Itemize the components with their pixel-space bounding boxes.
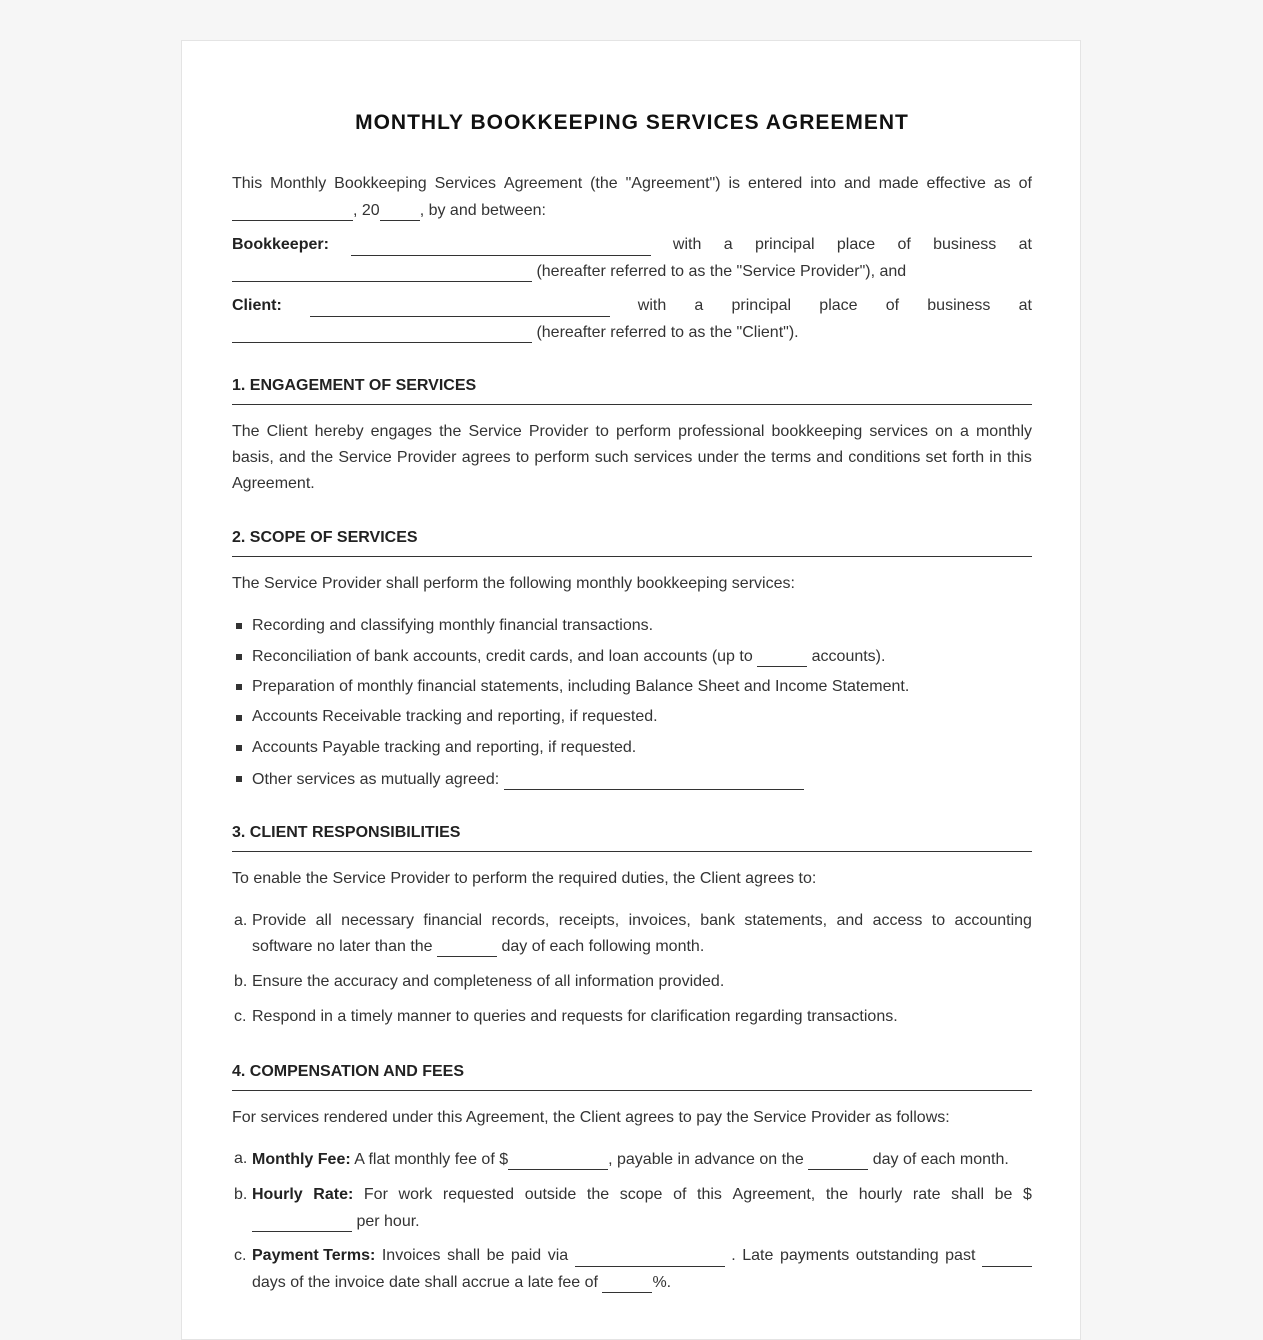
word: made [878,175,919,192]
service-item-6-text: Other services as mutually agreed: [252,771,500,788]
word: Service [338,449,392,466]
bullet-marker [236,623,242,629]
responsibility-a-line-1 [252,911,1032,931]
intro-line-2 [232,200,1032,221]
word: with [637,297,667,314]
word: necessary [341,912,414,929]
section-4-heading: 4. COMPENSATION AND FEES [232,1063,1032,1091]
word: bank [700,912,735,929]
word: perform [615,423,672,440]
service-item-2 [252,646,885,667]
word: monthly [975,423,1032,440]
word: work [398,1186,433,1203]
client-address-blank[interactable] [232,322,532,343]
word: perform [534,449,590,466]
section-1-line-3: Agreement. [232,475,315,492]
word: For [363,1186,388,1203]
word: Late [742,1247,774,1264]
document-page [181,40,1081,1340]
section-3-heading: 3. CLIENT RESPONSIBILITIES [232,824,1032,852]
word: the [439,423,462,440]
word: with [672,236,702,253]
monthly-fee-suffix: day of each month. [872,1151,1009,1168]
word: services [869,423,929,440]
list-marker-b: b. [234,1186,248,1203]
service-item-6 [252,769,804,790]
late-fee-percent-blank[interactable] [602,1272,652,1293]
word: Services [434,175,496,192]
bullet-marker [236,745,242,751]
word: outside [524,1186,577,1203]
section-3-intro: To enable the Service Provider to perform the required duties, the Client agrees to: [232,870,817,887]
bookkeeper-name-blank[interactable] [351,235,651,256]
word: forth [952,449,985,466]
word: of [1018,175,1032,192]
payment-method-blank[interactable] [575,1246,725,1267]
word: accounting [954,912,1032,929]
fee-item-hourly-line-2 [252,1211,420,1232]
service-item-1: Recording and classifying monthly financial transactions. [252,617,654,634]
fee-item-payment-line-2 [252,1272,671,1293]
word: as [993,175,1011,192]
word: of [673,1186,687,1203]
word: place [819,297,858,314]
word: hereby [314,423,364,440]
word: in [989,449,1002,466]
section-1-line-1 [232,422,1032,442]
word: a [723,236,733,253]
word: entered [748,175,803,192]
client-label: Client: [232,297,282,314]
word: this [697,1186,722,1203]
monthly-fee-text-2: , payable in advance on the [608,1151,804,1168]
word: receipts, [558,912,620,929]
fee-item-hourly-line-1 [252,1185,1032,1205]
word: Agreement [503,175,583,192]
word: paid [510,1247,542,1264]
word: the [310,449,334,466]
fee-item-monthly [252,1149,1009,1170]
word: a [694,297,704,314]
word: all [315,912,332,929]
monthly-fee-amount-blank[interactable] [508,1149,608,1170]
service-item-2-text: Reconciliation of bank accounts, credit cards, and loan accounts (up to [252,648,753,665]
word: access [872,912,923,929]
bookkeeper-address-text [673,235,1032,256]
word: basis, [232,449,274,466]
word: $ [1023,1186,1032,1203]
word: (the [590,175,618,192]
word: This [232,175,263,192]
word: Provider [528,423,589,440]
word: at [1018,297,1032,314]
word: . [731,1247,736,1264]
word: the [743,449,766,466]
service-item-2-suffix: accounts). [811,648,886,665]
word: to [515,449,530,466]
word: statements, [744,912,828,929]
word: invoices, [628,912,691,929]
list-marker-c: c. [234,1247,247,1264]
section-1-heading: 1. ENGAGEMENT OF SERVICES [232,377,1032,405]
percent-sign: %. [652,1274,672,1291]
word: and [816,449,844,466]
bullet-marker [236,715,242,721]
word: requested [442,1186,515,1203]
monthly-fee-text: A flat monthly fee of $ [354,1151,509,1168]
word: scope [619,1186,663,1203]
payment-terms-label: Payment Terms: [252,1247,376,1264]
year-prefix: , 20 [353,202,380,219]
client-line-1 [232,296,1032,317]
word: a [959,423,969,440]
word: Client [266,423,308,440]
word: Bookkeeping [334,175,427,192]
word: payments [779,1247,850,1264]
responsibility-b: Ensure the accuracy and completeness of all information provided. [252,973,725,990]
word: Service [468,423,522,440]
client-suffix: (hereafter referred to as the "Client"). [536,324,799,341]
bookkeeper-line-2 [232,261,1032,282]
word: services [633,449,693,466]
responsibility-c: Respond in a timely manner to queries and requests for clarification regarding transactions. [252,1008,898,1025]
list-marker-b: b. [234,973,248,990]
word: via [547,1247,569,1264]
word: this [1006,449,1032,466]
word: into [810,175,836,192]
client-line-2 [232,322,1032,343]
word: Provide [252,912,307,929]
word: Agreement, [732,1186,816,1203]
service-item-4: Accounts Receivable tracking and reporting, if requested. [252,708,658,725]
late-days-blank[interactable] [982,1246,1032,1267]
word: bookkeeping [771,423,863,440]
word: the [586,1186,610,1203]
word: financial [423,912,483,929]
payment-line-2-text: days of the invoice date shall accrue a late fee of [252,1274,598,1291]
word: agrees [461,449,511,466]
word: records, [491,912,550,929]
responsibility-a-line-2 [252,936,704,957]
word: on [935,423,953,440]
bookkeeper-line-1 [232,235,1032,256]
word: under [697,449,739,466]
hourly-rate-label-1: Hourly [252,1186,303,1203]
list-marker-a: a. [234,912,248,929]
word: place [836,236,876,253]
effective-date-blank[interactable] [232,200,353,221]
document-title: MONTHLY BOOKKEEPING SERVICES AGREEMENT [355,111,909,134]
word: and [843,175,871,192]
client-name-blank[interactable] [310,296,610,317]
word: be [486,1247,505,1264]
word: to [931,912,946,929]
word: of [897,236,911,253]
word: shall [447,1247,481,1264]
word: principal [754,236,815,253]
other-services-blank[interactable] [504,769,804,790]
responsibility-a-text: software no later than the [252,938,433,955]
intro-line-1 [232,174,1032,194]
word: engages [370,423,433,440]
bullet-marker [236,776,242,782]
word: terms [771,449,812,466]
bookkeeper-suffix: (hereafter referred to as the "Service Provider"), and [536,263,907,280]
client-address-text [638,296,1032,317]
word: rate [912,1186,941,1203]
hourly-rate-label-2: Rate: [313,1186,354,1203]
word: of [885,297,900,314]
bullet-marker [236,654,242,660]
bookkeeper-label: Bookkeeper: [232,236,329,253]
monthly-fee-label: Monthly Fee: [252,1151,351,1168]
word: the [825,1186,849,1203]
word: conditions [848,449,921,466]
section-1-line-2 [232,448,1032,468]
word: "Agreement") [625,175,721,192]
fee-item-payment-line-1 [252,1246,1032,1267]
service-item-5: Accounts Payable tracking and reporting, if requested. [252,739,637,756]
payment-day-blank[interactable] [808,1149,868,1170]
word: principal [731,297,792,314]
section-2-heading: 2. SCOPE OF SERVICES [232,529,1032,557]
accounts-count-blank[interactable] [757,646,807,667]
section-2-intro: The Service Provider shall perform the following monthly bookkeeping services: [232,575,795,592]
word: be [994,1186,1013,1203]
word: is [728,175,741,192]
hourly-rate-suffix: per hour. [356,1213,420,1230]
word: Monthly [270,175,327,192]
word: to [595,423,609,440]
word: Provider [396,449,457,466]
word: professional [678,423,765,440]
hourly-rate-blank[interactable] [252,1211,352,1232]
word: past [945,1247,976,1264]
responsibility-a-suffix: day of each following month. [501,938,705,955]
word: effective [926,175,986,192]
word: shall [951,1186,984,1203]
list-marker-c: c. [234,1008,247,1025]
word: hourly [858,1186,903,1203]
word: such [594,449,629,466]
word: and [836,912,864,929]
bookkeeper-address-blank[interactable] [232,261,532,282]
section-4-intro: For services rendered under this Agreement, the Client agrees to pay the Service Provider as follows: [232,1109,950,1126]
word: outstanding [855,1247,939,1264]
intro-suffix: , by and between: [419,202,546,219]
service-item-3: Preparation of monthly financial statements, including Balance Sheet and Income Statement. [252,678,910,695]
bullet-marker [236,684,242,690]
word: The [232,423,260,440]
word: at [1018,236,1032,253]
word: and [279,449,306,466]
list-marker-a: a. [234,1150,248,1167]
records-day-blank[interactable] [437,936,497,957]
word: business [927,297,991,314]
word: business [933,236,997,253]
word: Invoices [381,1247,441,1264]
effective-year-blank[interactable] [380,200,420,221]
word: set [925,449,947,466]
